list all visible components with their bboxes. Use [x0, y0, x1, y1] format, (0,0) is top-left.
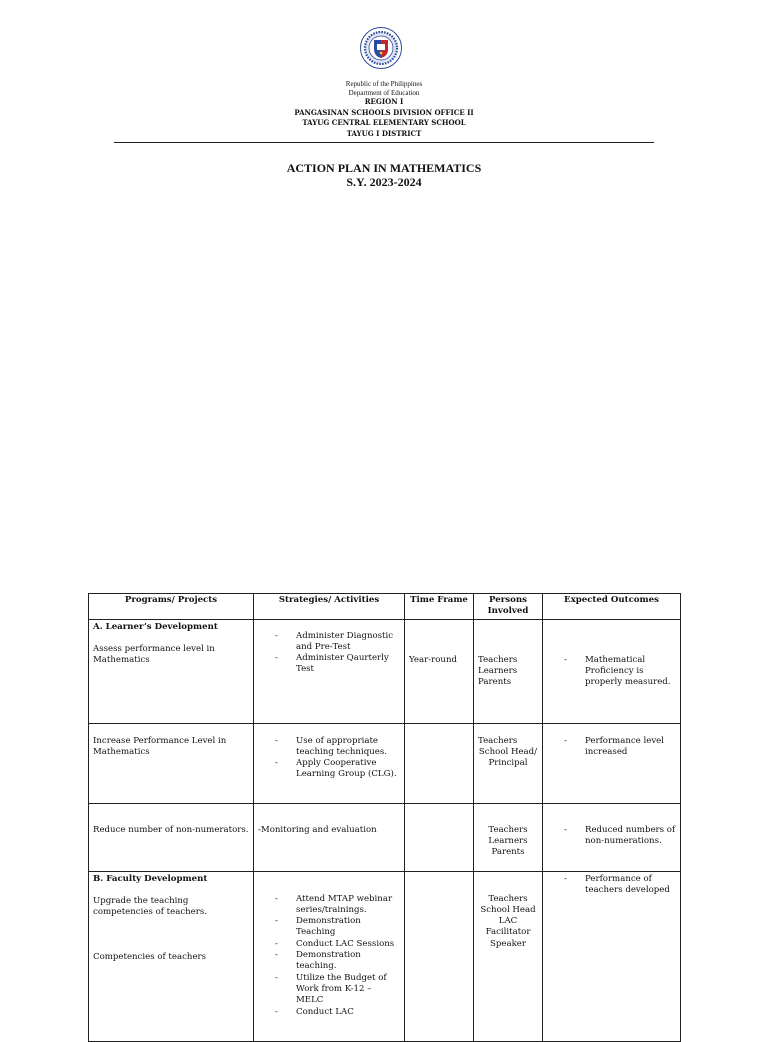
program-text: Upgrade the teaching competencies of teachers. — [93, 895, 208, 918]
person: Parents — [491, 847, 525, 858]
table-header-row — [89, 594, 681, 620]
program-text: Reduce number of non-numerators. — [93, 824, 249, 835]
program-text: Assess performance level in Mathematics — [93, 643, 215, 666]
persons-cell — [474, 871, 543, 1041]
program-cell — [89, 803, 254, 871]
list-item: - Reduced numbers of non-numerations. — [564, 825, 676, 848]
outcomes-cell — [543, 619, 681, 723]
table-row — [89, 871, 681, 1041]
person: School Head — [480, 904, 536, 915]
section-heading-faculty: B. Faculty Development — [93, 873, 208, 884]
list-item: - Administer Diagnostic and Pre-Test — [275, 631, 400, 654]
deped-seal-logo — [360, 27, 402, 69]
program-text: Competencies of teachers — [93, 952, 207, 963]
list-item: - Conduct LAC Sessions — [275, 939, 400, 950]
list-item: - Attend MTAP webinar series/trainings. — [275, 894, 400, 917]
list-item: - Demonstration Teaching — [275, 916, 400, 939]
activities-cell — [254, 723, 405, 803]
persons-cell — [474, 619, 543, 723]
table-row — [89, 723, 681, 803]
person: Speaker — [490, 938, 526, 949]
person: School Head/ Principal — [478, 746, 538, 769]
program-cell — [89, 619, 254, 723]
persons-cell — [474, 803, 543, 871]
person: LAC Facilitator — [485, 916, 531, 938]
col-header-time-frame: Time Frame — [405, 594, 474, 620]
person: Teachers — [488, 824, 528, 835]
activities-cell — [254, 871, 405, 1041]
header-district: TAYUG I DISTRICT — [346, 129, 422, 138]
activity-text: -Monitoring and evaluation — [258, 824, 377, 835]
activities-cell — [254, 803, 405, 871]
outcomes-cell — [543, 803, 681, 871]
program-text: Increase Performance Level in Mathematics — [93, 735, 227, 757]
program-cell — [89, 723, 254, 803]
list-item: - Conduct LAC — [275, 1007, 400, 1018]
list-item: - Apply Cooperative Learning Group (CLG). — [275, 758, 400, 781]
header-divider — [114, 142, 654, 143]
timeframe-cell — [405, 723, 474, 803]
school-year: S.Y. 2023-2024 — [346, 175, 422, 189]
timeframe-text: Year-round — [409, 654, 457, 665]
timeframe-cell — [405, 619, 474, 723]
header-department: Department of Education — [348, 89, 420, 97]
list-item: - Utilize the Budget of Work from K-12 – MELC — [275, 973, 400, 1007]
list-item: - Demonstration teaching. — [275, 950, 400, 973]
person: Learners — [488, 835, 528, 846]
list-item: - Performance of teachers developed — [564, 874, 676, 897]
list-item: - Mathematical Proficiency is properly measured. — [564, 655, 676, 689]
header-republic: Republic of the Philippines — [345, 80, 423, 88]
person: Teachers — [488, 893, 528, 904]
table-row — [89, 803, 681, 871]
person: Teachers — [478, 735, 518, 746]
person: Parents — [478, 677, 512, 688]
list-item: - Performance level increased — [564, 736, 676, 759]
col-header-persons: Persons Involved — [474, 594, 543, 620]
col-header-programs: Programs/ Projects — [89, 594, 254, 620]
table-row — [89, 619, 681, 723]
program-cell — [89, 871, 254, 1041]
activities-cell — [254, 619, 405, 723]
person: Teachers — [478, 654, 518, 665]
header-school: TAYUG CENTRAL ELEMENTARY SCHOOL — [302, 118, 466, 127]
timeframe-cell — [405, 803, 474, 871]
list-item: - Administer Qaurterly Test — [275, 653, 400, 676]
header-division: PANGASINAN SCHOOLS DIVISION OFFICE II — [294, 108, 474, 117]
timeframe-cell — [405, 871, 474, 1041]
header-region: REGION I — [364, 97, 404, 106]
section-heading-learners: A. Learner’s Development — [93, 621, 218, 632]
persons-cell — [474, 723, 543, 803]
action-plan-table — [88, 593, 681, 1042]
person: Learners — [478, 665, 518, 676]
outcomes-cell — [543, 871, 681, 1041]
document-title: ACTION PLAN IN MATHEMATICS — [286, 161, 482, 175]
outcomes-cell — [543, 723, 681, 803]
list-item: - Use of appropriate teaching techniques. — [275, 736, 400, 759]
col-header-outcomes: Expected Outcomes — [543, 594, 681, 620]
col-header-strategies: Strategies/ Activities — [254, 594, 405, 620]
